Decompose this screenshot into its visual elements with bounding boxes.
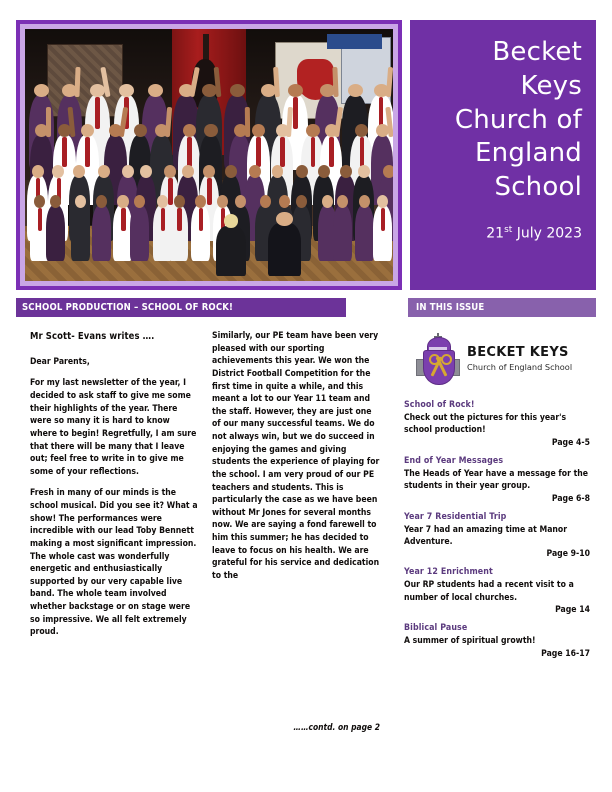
contents-item-page: Page 4-5: [551, 437, 590, 448]
photo-seated-cast-member: [216, 226, 245, 276]
contents-item-desc: A summer of spiritual growth!: [404, 636, 536, 647]
photo-cast-head: [148, 84, 163, 97]
photo-school-tie: [62, 137, 66, 167]
photo-cast-member: [355, 205, 374, 260]
photo-cast-head: [318, 165, 330, 178]
photo-school-tie: [199, 208, 203, 231]
photo-cast-head: [230, 84, 245, 97]
contents-item[interactable]: [404, 623, 596, 659]
issue-date-day: 21: [486, 225, 505, 242]
shield-crest-icon: [416, 333, 460, 385]
contents-item[interactable]: [404, 512, 596, 561]
photo-cast-head: [32, 165, 44, 178]
photo-school-tie: [280, 137, 284, 167]
photo-school-tie: [187, 137, 191, 167]
sidebar-in-this-issue: [400, 330, 596, 667]
banner-row: [16, 298, 596, 317]
contents-item-title: Year 7 Residential Trip: [404, 511, 507, 522]
photo-cast-head: [217, 195, 228, 208]
contents-item-page: Page 6-8: [551, 493, 590, 504]
photo-cast-head: [98, 165, 110, 178]
key-ring-left: [429, 354, 440, 365]
photo-raised-arm: [245, 107, 250, 137]
contents-item-page: Page 14: [555, 605, 590, 616]
photo-cast-member: [71, 205, 90, 260]
photo-cast-head: [73, 165, 85, 178]
continued-note: ……contd. on page 2: [293, 722, 380, 732]
photo-cast-head: [75, 195, 86, 208]
photo-cast-head: [235, 195, 246, 208]
contents-item-page: Page 16-17: [541, 648, 590, 659]
photo-school-tie: [381, 208, 385, 231]
photo-school-tie: [121, 208, 125, 231]
photo-cast-head: [140, 165, 152, 178]
contents-item[interactable]: [404, 456, 596, 505]
banner-in-this-issue: IN THIS ISSUE: [408, 298, 596, 317]
title-line: Keys: [520, 70, 582, 101]
school-production-cast-photo: [25, 29, 393, 281]
photo-cast-head: [383, 165, 393, 178]
photo-school-tie: [293, 97, 297, 129]
article-paragraph: For my last newsletter of the year, I decided to ask staff to give me some their highlights of the year. There were so many it is hard to know where to begin! Regretfully, I am sure that there will be many that I leave out; feel free to write in to give me some of your reflections.: [30, 378, 197, 477]
photo-school-tie: [85, 137, 89, 167]
photo-school-tie: [311, 137, 315, 167]
article-columns: [16, 330, 396, 750]
key-ring-right: [441, 354, 452, 365]
photo-school-tie: [207, 178, 211, 206]
article-paragraph: Fresh in many of our minds is the school musical. Did you see it? What a show! The performances were incredible with our lead Toby Bennett making a most significant impression. The whole cast was wonderfully energetic and enthusiastically supported by our very capable live band. The whole team involved whether backstage or on stage were so impressive. We all felt extremely proud.: [30, 488, 198, 638]
logo-title: BECKET KEYS: [467, 345, 569, 361]
photo-school-tie: [177, 208, 181, 231]
photo-cast-member: [46, 205, 65, 260]
photo-cast-head: [164, 165, 176, 178]
photo-school-tie: [168, 178, 172, 206]
photo-seated-cast-head: [276, 212, 293, 226]
photo-school-tie: [329, 137, 333, 167]
photo-cast-head: [340, 165, 352, 178]
contents-item[interactable]: [404, 400, 596, 449]
photo-cast-head: [288, 84, 303, 97]
page-title: [422, 36, 582, 205]
photo-school-tie: [95, 97, 99, 129]
contents-item-desc: Year 7 had an amazing time at Manor Adventure.: [404, 524, 568, 547]
photo-cast-head: [348, 84, 363, 97]
title-line: School: [494, 172, 582, 203]
photo-cast-head: [249, 165, 261, 178]
photo-cast-head: [174, 195, 185, 208]
photo-cast-head: [203, 165, 215, 178]
photo-cast-head: [195, 195, 206, 208]
photo-cast-head: [225, 165, 237, 178]
article-paragraph: Dear Parents,: [30, 356, 90, 367]
photo-school-tie: [161, 208, 165, 231]
photo-cast-member: [130, 205, 149, 260]
photo-cast-head: [260, 195, 271, 208]
contents-item-desc: Our RP students had a recent visit to a number of local churches.: [404, 580, 574, 603]
title-line: Church of: [454, 104, 582, 135]
school-logo: [400, 330, 596, 388]
contents-item-title: End of Year Messages: [404, 455, 504, 466]
photo-cast-head: [122, 165, 134, 178]
logo-text: [467, 346, 572, 371]
photo-raised-arm: [46, 107, 51, 137]
photo-cast-head: [204, 124, 217, 137]
contents-item-title: Year 12 Enrichment: [404, 567, 493, 578]
contents-item-desc: Check out the pictures for this year's school production!: [404, 412, 567, 436]
issue-date-rest: July 2023: [512, 225, 582, 242]
contents-list: [400, 400, 596, 660]
photo-blue-banner: [327, 34, 382, 49]
photo-school-tie: [38, 208, 42, 231]
photo-cast-head: [157, 195, 168, 208]
photo-cast-head: [272, 165, 284, 178]
article-column-2: [212, 330, 380, 592]
contents-item-title: Biblical Pause: [404, 623, 468, 634]
issue-date: [422, 225, 582, 242]
photo-cast-head: [182, 165, 194, 178]
photo-school-tie: [360, 137, 364, 167]
photo-cast-head: [358, 165, 370, 178]
title-line: Becket: [492, 37, 582, 67]
masthead-photo-frame: [16, 20, 402, 290]
photo-cast-head: [34, 195, 45, 208]
photo-cast-head: [117, 195, 128, 208]
masthead-title-block: [410, 20, 596, 290]
photo-cast-head: [52, 165, 64, 178]
photo-seated-cast-member: [268, 223, 301, 276]
contents-item-page: Page 9-10: [546, 549, 590, 560]
photo-cast-head: [306, 124, 319, 137]
photo-cast-head: [377, 195, 388, 208]
photo-cast-head: [337, 195, 348, 208]
issue-date-suffix: st: [504, 224, 513, 235]
photo-school-tie: [256, 137, 260, 167]
contents-item-title: School of Rock!: [404, 400, 475, 410]
banner-school-production: SCHOOL PRODUCTION – SCHOOL OF ROCK!: [16, 298, 346, 317]
photo-cast-head: [296, 165, 308, 178]
article-paragraph: Similarly, our PE team have been very pleased with our sporting achievements this year. We won the District Football Competition for the first time in quite a while, and this meant a lot to our Year 11 team and the staff. However, they are just one of our many successful teams. We do not always win, but we do succeed in enjoying the games and giving students the experience of playing for the school. I am very proud of our PE teachers and students. This is particularly the case as we have been without Mr Jones for several months now. We are saying a fond farewell to him this summer; he has decided to leave to focus on his health. We are grateful for his service and dedication to the: [212, 331, 380, 581]
title-line: England: [475, 138, 582, 169]
photo-cast-head: [279, 195, 290, 208]
photo-cast-member: [333, 205, 352, 260]
article-byline: Mr Scott- Evans writes ….: [30, 331, 155, 342]
logo-subtitle: Church of England School: [467, 362, 573, 373]
contents-item-desc: The Heads of Year have a message for the students in their year group.: [404, 468, 589, 492]
article-column-1: [30, 330, 198, 648]
photo-cast-member: [92, 205, 111, 260]
contents-item[interactable]: [404, 567, 596, 616]
photo-cast-head: [322, 195, 333, 208]
